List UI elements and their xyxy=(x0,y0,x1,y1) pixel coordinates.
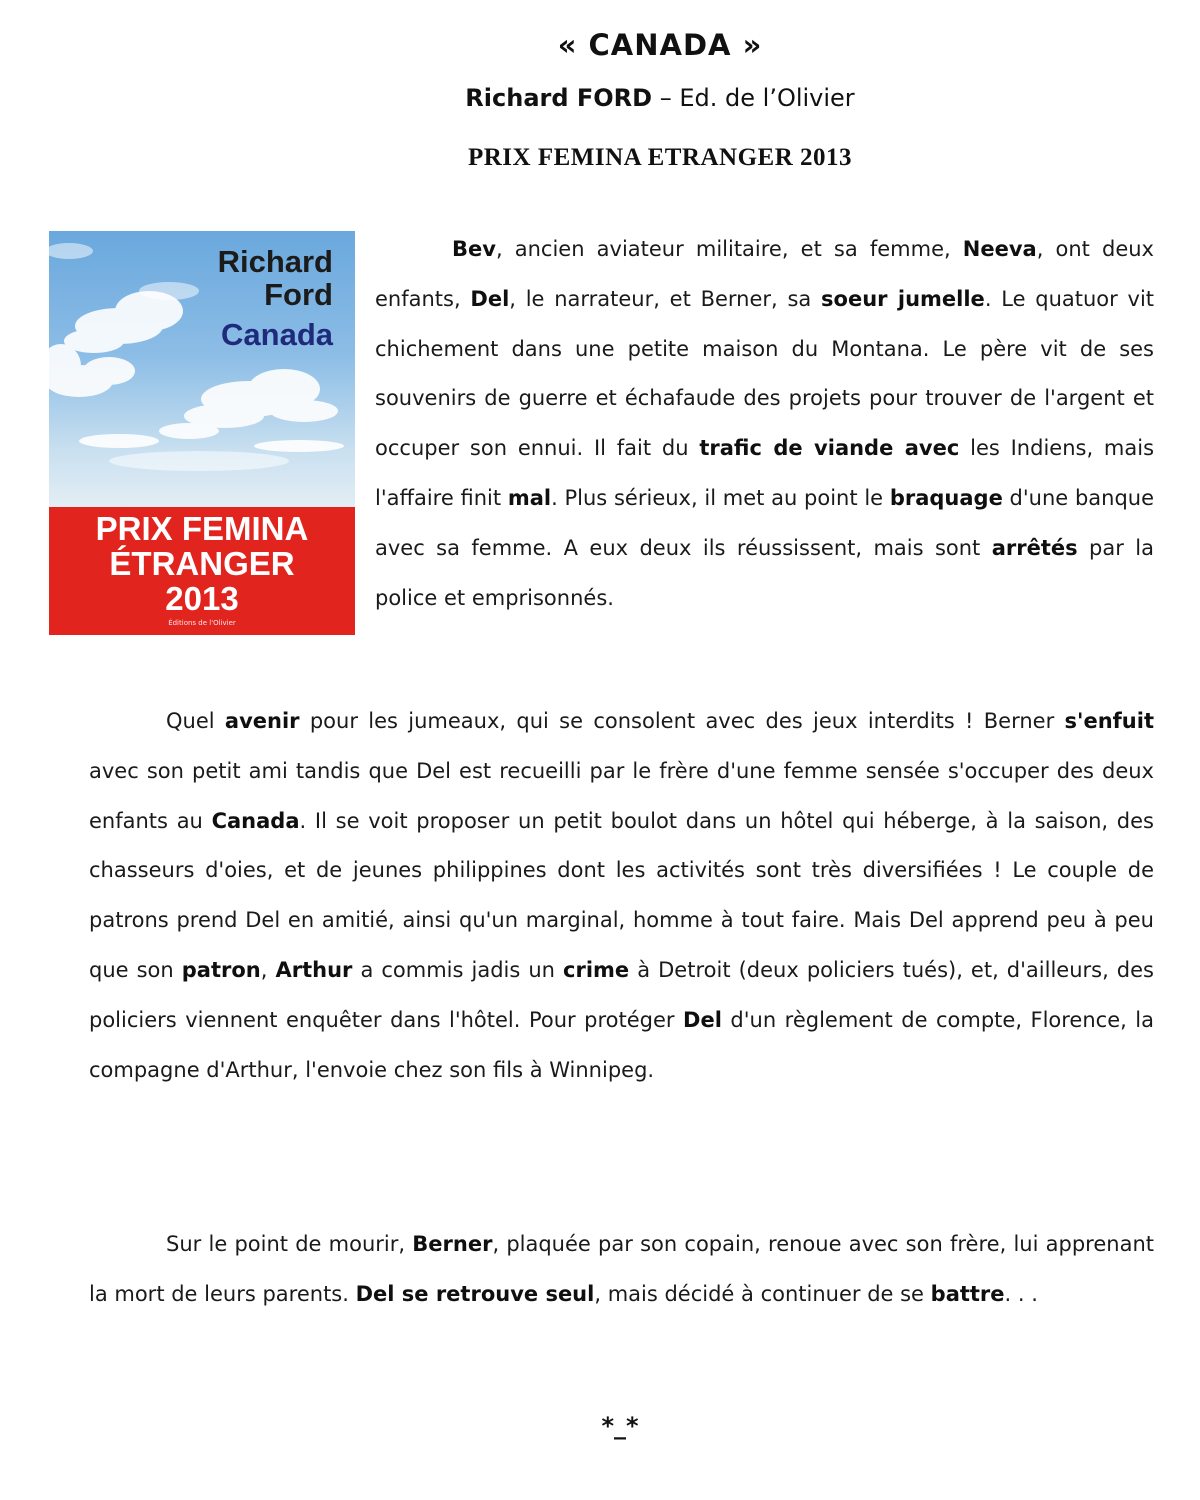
span-bold: mal xyxy=(507,485,552,510)
cover-prize-line-3: 2013 xyxy=(165,580,239,617)
cover-publisher: Éditions de l'Olivier xyxy=(168,619,236,627)
span-text: . . . xyxy=(1004,1281,1038,1306)
span-text: . Plus sérieux, il met au point le xyxy=(551,485,890,510)
span-bold: patron xyxy=(181,957,261,982)
span-bold: arrêtés xyxy=(991,535,1078,560)
span-bold: Arthur xyxy=(275,957,353,982)
span-text: , plaquée par son copain, renoue avec son frère, lui apprenant la mort de leurs parents. xyxy=(89,1232,1154,1306)
cover-author xyxy=(218,245,333,311)
span-bold: Berner xyxy=(412,1232,493,1256)
span-text: par la police et emprisonnés. xyxy=(375,535,1155,610)
span-bold: Bev xyxy=(452,237,496,261)
span-bold: avenir xyxy=(224,709,300,733)
span-bold: battre xyxy=(930,1281,1005,1306)
span-text: . Il se voit proposer un petit boulot dans un hôtel qui héberge, à la saison, des chasseurs d'oies, et de jeunes philippines dont les activités sont très diversifiées ! Le couple de patrons prend Del en amitié, ainsi qu'un marginal, homme à tout faire. Mais Del apprend peu à peu que son xyxy=(89,808,1154,982)
cover-prize-line-2: ÉTRANGER xyxy=(109,545,295,582)
book-title-heading: « CANADA » xyxy=(557,28,763,62)
end-separator: *_* xyxy=(601,1412,639,1440)
paragraph-2 xyxy=(89,697,1154,1095)
span-text: d'une banque avec sa femme. A eux deux ils réussissent, mais sont xyxy=(375,485,1155,560)
cover-sky xyxy=(49,231,355,507)
span-bold: crime xyxy=(563,957,630,982)
cover-prize-band xyxy=(49,507,355,635)
cover-title: Canada xyxy=(221,317,333,352)
span-bold: Neeva xyxy=(962,237,1037,261)
span-text: a commis jadis un xyxy=(352,957,564,982)
span-text: Sur le point de mourir, xyxy=(166,1232,413,1256)
cover-author-first: Richard xyxy=(217,244,333,279)
span-text: . Le quatuor vit chichement dans une petite maison du Montana. Le père vit de ses souvenirs de guerre et échafaude des projets pour trouver de l'argent et occuper son ennui. Il fait du xyxy=(375,286,1155,461)
paragraph-3 xyxy=(89,1220,1154,1320)
span-text: à Detroit (deux policiers tués), et, d'ailleurs, des policiers viennent enquêter dans l'hôtel. Pour protéger xyxy=(89,957,1154,1032)
span-bold: Del xyxy=(470,286,510,311)
span-bold: Del se retrouve seul xyxy=(355,1281,595,1306)
cover-prize-text xyxy=(49,511,355,616)
span-text: , ancien aviateur militaire, et sa femme, xyxy=(495,237,963,261)
span-text: pour les jumeaux, qui se consolent avec des jeux interdits ! Berner xyxy=(299,709,1065,733)
span-bold: Del xyxy=(683,1007,722,1032)
author-publisher-line xyxy=(0,84,1200,112)
span-text: , xyxy=(260,957,276,982)
paragraph-1 xyxy=(375,225,1154,623)
span-bold: trafic de viande avec xyxy=(699,436,960,461)
span-text: , le narrateur, et Berner, sa xyxy=(509,286,822,311)
span-bold: s'enfuit xyxy=(1064,709,1154,733)
cover-prize-line-1: PRIX FEMINA xyxy=(95,510,309,547)
span-text: , mais décidé à continuer de se xyxy=(594,1281,931,1306)
book-cover-image xyxy=(49,231,355,635)
span-text: d'un règlement de compte, Florence, la compagne d'Arthur, l'envoie chez son fils à Winnipeg. xyxy=(89,1007,1155,1082)
author-name: Richard FORD xyxy=(465,84,653,112)
cover-author-last: Ford xyxy=(264,277,333,312)
span-bold: braquage xyxy=(889,485,1003,510)
span-bold: Canada xyxy=(211,808,300,833)
span-bold: soeur jumelle xyxy=(821,286,985,311)
prize-heading: PRIX FEMINA ETRANGER 2013 xyxy=(467,144,853,171)
publisher-name: – Ed. de l’Olivier xyxy=(659,84,855,112)
span-text: les Indiens, mais l'affaire finit xyxy=(375,436,1155,510)
span-text: avec son petit ami tandis que Del est recueilli par le frère d'une femme sensée s'occuper des deux enfants au xyxy=(89,758,1154,833)
span-text: Quel xyxy=(166,709,225,733)
span-text: , ont deux enfants, xyxy=(375,237,1154,311)
